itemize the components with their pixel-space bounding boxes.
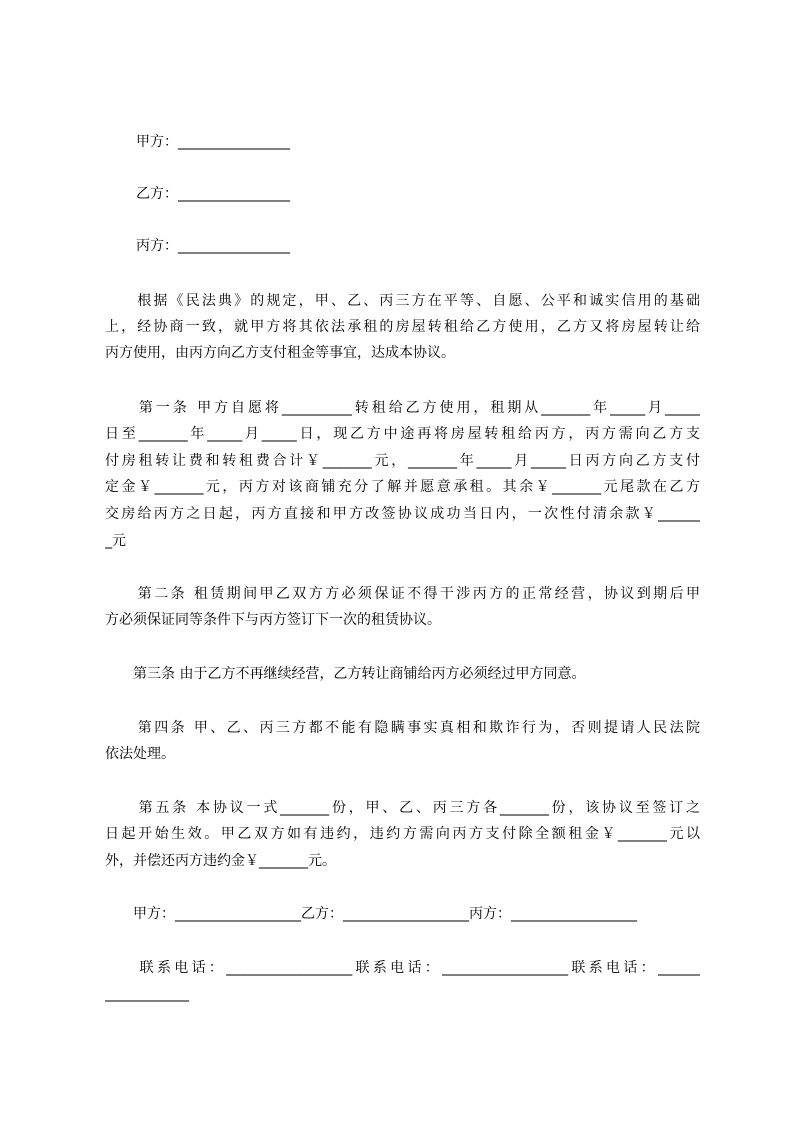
preamble-line: 丙方使用，由丙方向乙方支付租金等事宜，达成本协议。 (105, 345, 455, 361)
phone-line: 联系电话：__________________联系电话：__________________联系电话：______ (105, 960, 700, 976)
article-1-line: _元 (105, 533, 126, 549)
signature-line: 甲方：__________________乙方：__________________丙方：__________________ (105, 906, 637, 922)
article-1-line: 日至_______年_____月_____日，现乙方中途再将房屋转租给丙方，丙方需向乙方支 (105, 426, 700, 442)
party-a-line: 甲方：________________ (136, 134, 290, 150)
phone-line: ____________ (105, 986, 189, 1002)
party-b-line: 乙方：________________ (136, 186, 290, 202)
article-3-line: 第三条 由于乙方不再继续经营，乙方转让商铺给丙方必须经过甲方同意。 (105, 666, 586, 682)
article-1-line: 交房给丙方之日起，丙方直接和甲方改签协议成功当日内，一次性付清余款￥______ (105, 506, 700, 522)
article-4-line: 第四条 甲、乙、丙三方都不能有隐瞒事实真相和欺诈行为，否则提请人民法院 (105, 720, 700, 736)
article-5-line: 日起开始生效。甲乙双方如有违约，违约方需向丙方支付除全额租金￥_______元以 (105, 826, 700, 842)
preamble-line: 上，经协商一致，就甲方将其依法承租的房屋转租给乙方使用，乙方又将房屋转让给 (105, 319, 700, 335)
article-2-line: 方必须保证同等条件下与丙方签订下一次的租赁协议。 (105, 612, 441, 628)
preamble-line: 根据《民法典》的规定，甲、乙、丙三方在平等、自愿、公平和诚实信用的基础 (105, 293, 700, 309)
party-c-line: 丙方：________________ (136, 238, 290, 254)
article-5-line: 第五条 本协议一式_______份，甲、乙、丙三方各_______份，该协议至签订之 (105, 800, 700, 816)
article-1-line: 付房租转让费和转租费合计￥_______元，_______年_____月_____日丙方向乙方支付 (105, 453, 700, 469)
article-4-line: 依法处理。 (105, 746, 175, 762)
article-1-line: 第一条 甲方自愿将__________转租给乙方使用，租期从_______年_____月_____ (105, 400, 700, 416)
article-5-line: 外，并偿还丙方违约金￥_______元。 (105, 853, 336, 869)
article-1-line: 定金￥_______元，丙方对该商铺充分了解并愿意承租。其余￥_______元尾款在乙方 (105, 479, 700, 495)
article-2-line: 第二条 租赁期间甲乙双方方必须保证不得干涉丙方的正常经营，协议到期后甲 (105, 586, 700, 602)
